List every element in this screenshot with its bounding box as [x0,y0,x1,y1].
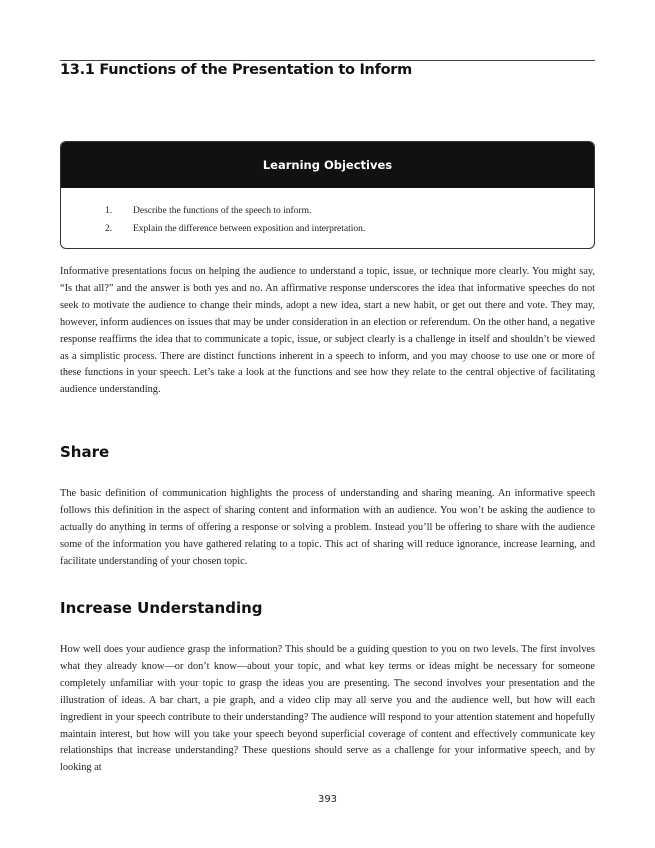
objective-text: Describe the functions of the speech to inform. [133,206,312,216]
section-title: 13.1 Functions of the Presentation to Inform [60,62,412,78]
objective-item [61,220,594,238]
objective-text: Explain the difference between exposition and interpretation. [133,224,366,234]
intro-paragraph: Informative presentations focus on helping the audience to understand a topic, issue, or technique more clearly. You might say, “Is that all?” and the answer is both yes and no. An affirmative response underscores the idea that informative speeches do not seek to motivate the audience to change their minds, adopt a new idea, start a new habit, or get out there and vote. They may, however, inform audiences on issues that may be under consideration in an election or referendum. On the other hand, a negative response reaffirms the idea that to communicate a topic, issue, or subject clearly is a challenge in itself and shouldn’t be viewed as a simplistic process. There are distinct functions inherent in a speech to inform, and you may choose to use one or more of these functions in your speech. Let’s take a look at the functions and see how they relate to the central objective of facilitating audience understanding. [60,266,595,396]
learning-objectives-list [61,188,594,238]
learning-objectives-header: Learning Objectives [61,142,594,188]
page-number: 393 [317,794,338,805]
share-heading: Share [60,443,110,461]
top-rule [60,60,595,61]
increase-understanding-heading: Increase Understanding [60,599,263,617]
objective-number: 2. [105,224,113,234]
increase-understanding-paragraph: How well does your audience grasp the information? This should be a guiding question to you on two levels. The first involves what they already know—or don’t know—about your topic, and what key terms or ideas might be necessary for someone completely unfamiliar with your topic to grasp the ideas you are presenting. The second involves your presentation and the illustration of ideas. A bar chart, a pie graph, and a video clip may all serve you and the audience well, but how will each ingredient in your speech contribute to their understanding? The audience will respond to your attention statement and hopefully maintain interest, but how will you take your speech beyond superficial coverage of content and effectively communicate key relationships that increase understanding? These questions should serve as a challenge for your informative speech, and by looking at [60,644,595,774]
objective-item [61,202,594,220]
learning-objectives-box [60,141,595,249]
objective-number: 1. [105,206,113,216]
share-paragraph: The basic definition of communication highlights the process of understanding and sharing meaning. An informative speech follows this definition in the aspect of sharing content and information with an audience. You won’t be asking the audience to actually do anything in terms of offering a response or solving a problem. Instead you’ll be offering to share with the audience some of the information you have gathered relating to a topic. This act of sharing will reduce ignorance, increase learning, and facilitate understanding of your chosen topic. [60,488,595,567]
